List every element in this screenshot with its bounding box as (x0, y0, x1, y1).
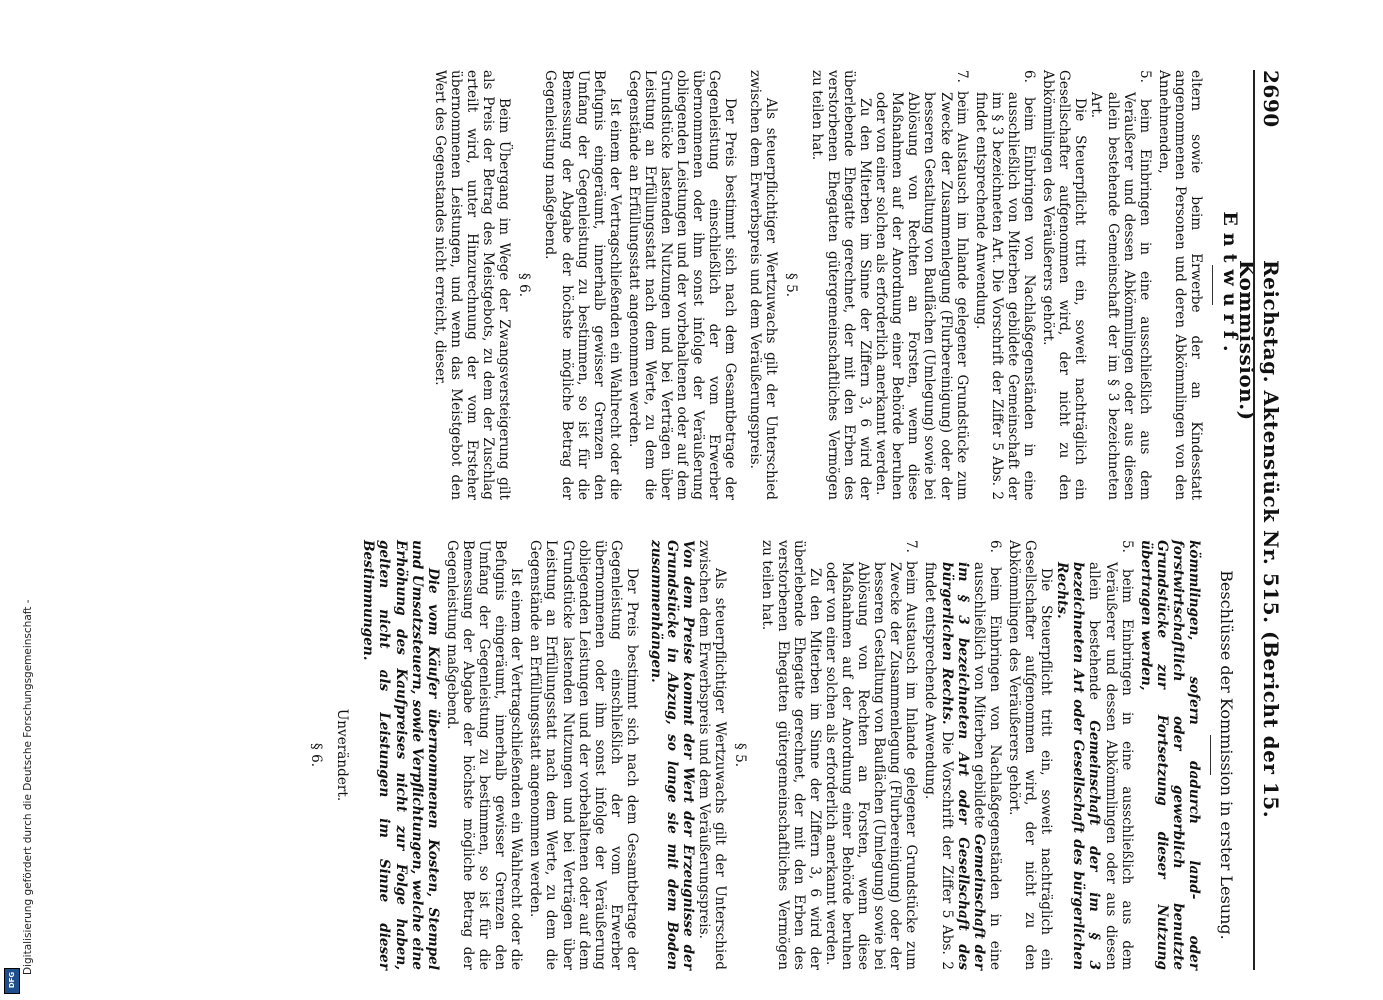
resolutions-title: Beschlüsse der Kommission in erster Lesung. (1217, 570, 1236, 940)
title-rule (1212, 265, 1213, 305)
page-header (1235, 70, 1283, 970)
resolutions-section-5-heading: § 5. (732, 742, 749, 768)
resolutions-item-6 (922, 540, 1002, 970)
resolutions-item-6-bold: Gemeinschaft der im § 3 bezeichneten Art oder Gesellschaft des bürgerlichen Rechts. (938, 562, 987, 970)
resolutions-intro: kömmlingen, sofern dadurch land- oder forstwirtschaftlich oder gewerblich benutzte Grundstücke zur Fortsetzung dieser Nutzung übertragen werden, (1137, 540, 1202, 970)
resolutions-column (103, 540, 1243, 970)
header-title: Reichstag. Aktenstück Nr. 515. (Bericht der 15. Kommission.) (1235, 260, 1283, 819)
header-rule (1253, 70, 1255, 970)
draft-election-para: Ist einem der Vertragschließenden ein Wahlrecht oder die Befugnis eingeräumt, innerhalb gewisser Grenzen den Umfang der Gegenleistung zu bestimmen, so ist für die Bemessung der Abgabe der höchste mögliche Betrag der Gegenleistung maßgebend. (542, 70, 623, 500)
resolutions-election-para: Ist einem der Vertragschließenden ein Wahlrecht oder die Befugnis eingeräumt, innerhalb gewisser Grenzen den Umfang der Gegenleistung zu bestimmen, so ist für die Bemessung der Abgabe der höchste mögliche Betrag der Gegenleistung maßgebend. (443, 540, 525, 970)
resolutions-section-5-bold: Von dem Preise kommt der Wert der Erzeugnisse der Grundstücke in Abzug, so lange sie mit dem Boden zusammenhängen. (648, 540, 697, 970)
resolutions-item-6-end: Die Vorschrift der Ziffer 5 Abs. 2 findet entsprechende Anwendung. (922, 562, 955, 971)
draft-section-5-text: Als steuerpflichtiger Wertzuwachs gilt der Unterschied zwischen dem Erwerbspreis und dem Veräußerungspreis. (746, 70, 779, 500)
resolutions-costs-para: Die vom Käufer übernommenen Kosten, Stempel und Umsatzsteuern, sowie Verpflichtungen, welche eine Erhöhung des Kaufpreises nicht zur Folge haben, gelten nicht als Leistungen im Sinne dieser Bestimmungen. (360, 540, 441, 970)
resolutions-survivor-para: Zu den Miterben im Sinne der Ziffern 3, 6 wird der überlebende Ehegatte gerechnet, der mit den Erben des verstorbenen Ehegatten gütergemeinschaftliches Vermögen zu teilen hat. (758, 540, 823, 970)
resolutions-section-5-text: Als steuerpflichtiger Wertzuwachs gilt der Unterschied zwischen dem Erwerbspreis und dem Veräußerungspreis. (696, 540, 729, 970)
page-number: 2690 (1259, 70, 1283, 128)
draft-title: Entwurf. (1219, 211, 1241, 359)
draft-section-6-text: Beim Übergang im Wege der Zwangsversteigerung gilt als Preis der Betrag des Meistgebots, zu dem der Zuschlag erteilt wird, unter Hinzurechnung der vom Ersteher übernommenen Leistungen, und wenn das Meistgebot den Wert des Gegenstandes nicht erreicht, dieser. (431, 70, 513, 500)
draft-item-5-note: Die Steuerpflicht tritt ein, soweit nachträglich ein Gesellschafter aufgenommen wird, der nicht zu den Abkömmlingen des Veräußerers gehört. (1040, 70, 1089, 500)
draft-item-7: 7. beim Austausch im Inlande gelegener Grundstücke zum Zwecke der Zusammenlegung (Flurbereinigung) oder der besseren Gestaltung von Bauflächen (Umlegung) sowie bei Ablösung von Rechten an Forsten, wenn diese Maßnahmen auf der Anordnung einer Behörde beruhen oder von einer solchen als erforderlich anerkannt werden. (873, 70, 970, 500)
rotated-scan (93, 70, 1283, 970)
draft-price-para: Der Preis bestimmt sich nach dem Gesamtbetrage der Gegenleistung einschließlich der vom Erwerber übernommenen oder ihm sonst infolge der Veräußerung obliegenden Leistungen und der vorbehaltenen oder auf dem Grundstücke lastenden Nutzungen und bei Verträgen über Leistung an Erfüllungsstatt nach dem Werte, zu dem die Gegenstände an Erfüllungsstatt angenommen werden. (625, 70, 739, 500)
resolutions-section-6-heading: § 6. (308, 742, 325, 768)
resolutions-unchanged: Unverändert. (334, 708, 351, 802)
draft-item-6: 6. beim Einbringen von Nachlaßgegenständen in eine ausschließlich von Miterben gebildete Gemeinschaft der im § 3 bezeichneten Art. Die Vorschrift der Ziffer 5 Abs. 2 findet entsprechende Anwendung. (972, 70, 1038, 500)
draft-intro: eltern sowie beim Erwerbe der an Kindesstatt angenommenen Personen und deren Abkömmlingen von den Annehmenden, (1155, 70, 1204, 500)
draft-section-5-heading: § 5. (782, 272, 799, 298)
draft-section-6-heading: § 6. (516, 272, 533, 298)
dfg-logo-text: DFG (8, 971, 16, 989)
resolutions-item-5 (1054, 540, 1134, 970)
resolutions-item-5-note: Die Steuerpflicht tritt ein, soweit nachträglich ein Gesellschafter aufgenommen wird, der nicht zu den Abkömmlingen des Veräußerers gehört. (1005, 540, 1055, 970)
resolutions-price-para: Der Preis bestimmt sich nach dem Gesamtbetrage der Gegenleistung einschließlich der vom Erwerber übernommenen oder ihm sonst infolge der Veräußerung obliegenden Leistungen und der vorbehaltenen oder auf dem Grundstücke lastenden Nutzungen und bei Verträgen über Leistung an Erfüllungsstatt nach dem Werte, zu dem die Gegenstände an Erfüllungsstatt angenommen werden. (527, 540, 640, 970)
draft-survivor-para: Zu den Miterben im Sinne der Ziffern 3, 6 wird der überlebende Ehegatte gerechnet, der mit den Erben des verstorbenen Ehegatten gütergemeinschaftliches Vermögen zu teilen hat. (808, 70, 874, 500)
resolutions-item-6-start: 6. beim Einbringen von Nachlaßgegenständen in eine ausschließlich von Miterben gebildete (970, 540, 1003, 970)
resolutions-item-5-start: 5. beim Einbringen in eine ausschließlich aus dem Veräußerer und dessen Abkömmlingen oder aus diesen allein bestehende (1086, 540, 1135, 970)
draft-column (103, 70, 1243, 500)
digitization-credit: Digitalisierung gefördert durch die Deutsche Forschungsgemeinschaft - (22, 599, 34, 975)
resolutions-item-7: 7. beim Austausch im Inlande gelegener Grundstücke zum Zwecke der Zusammenlegung (Flurbereinigung) oder der besseren Gestaltung von Bauflächen (Umlegung) sowie bei Ablösung von Rechten an Forsten, wenn diese Maßnahmen auf der Anordnung einer Behörde beruhen oder von einer solchen als erforderlich anerkannt werden. (822, 540, 920, 970)
dfg-logo-icon (4, 968, 20, 994)
draft-item-5: 5. beim Einbringen in eine ausschließlich aus dem Veräußerer und dessen Abkömmlingen oder aus diesen allein bestehende Gemeinschaft der im § 3 bezeichneten Art. (1088, 70, 1153, 500)
resolutions-item-5-bold: Gemeinschaft der im § 3 bezeichneten Art oder Gesellschaft des bürgerlichen Rechts. (1054, 562, 1103, 970)
subtitle-rule (1210, 735, 1211, 775)
digitization-credit-strip (0, 0, 34, 1000)
